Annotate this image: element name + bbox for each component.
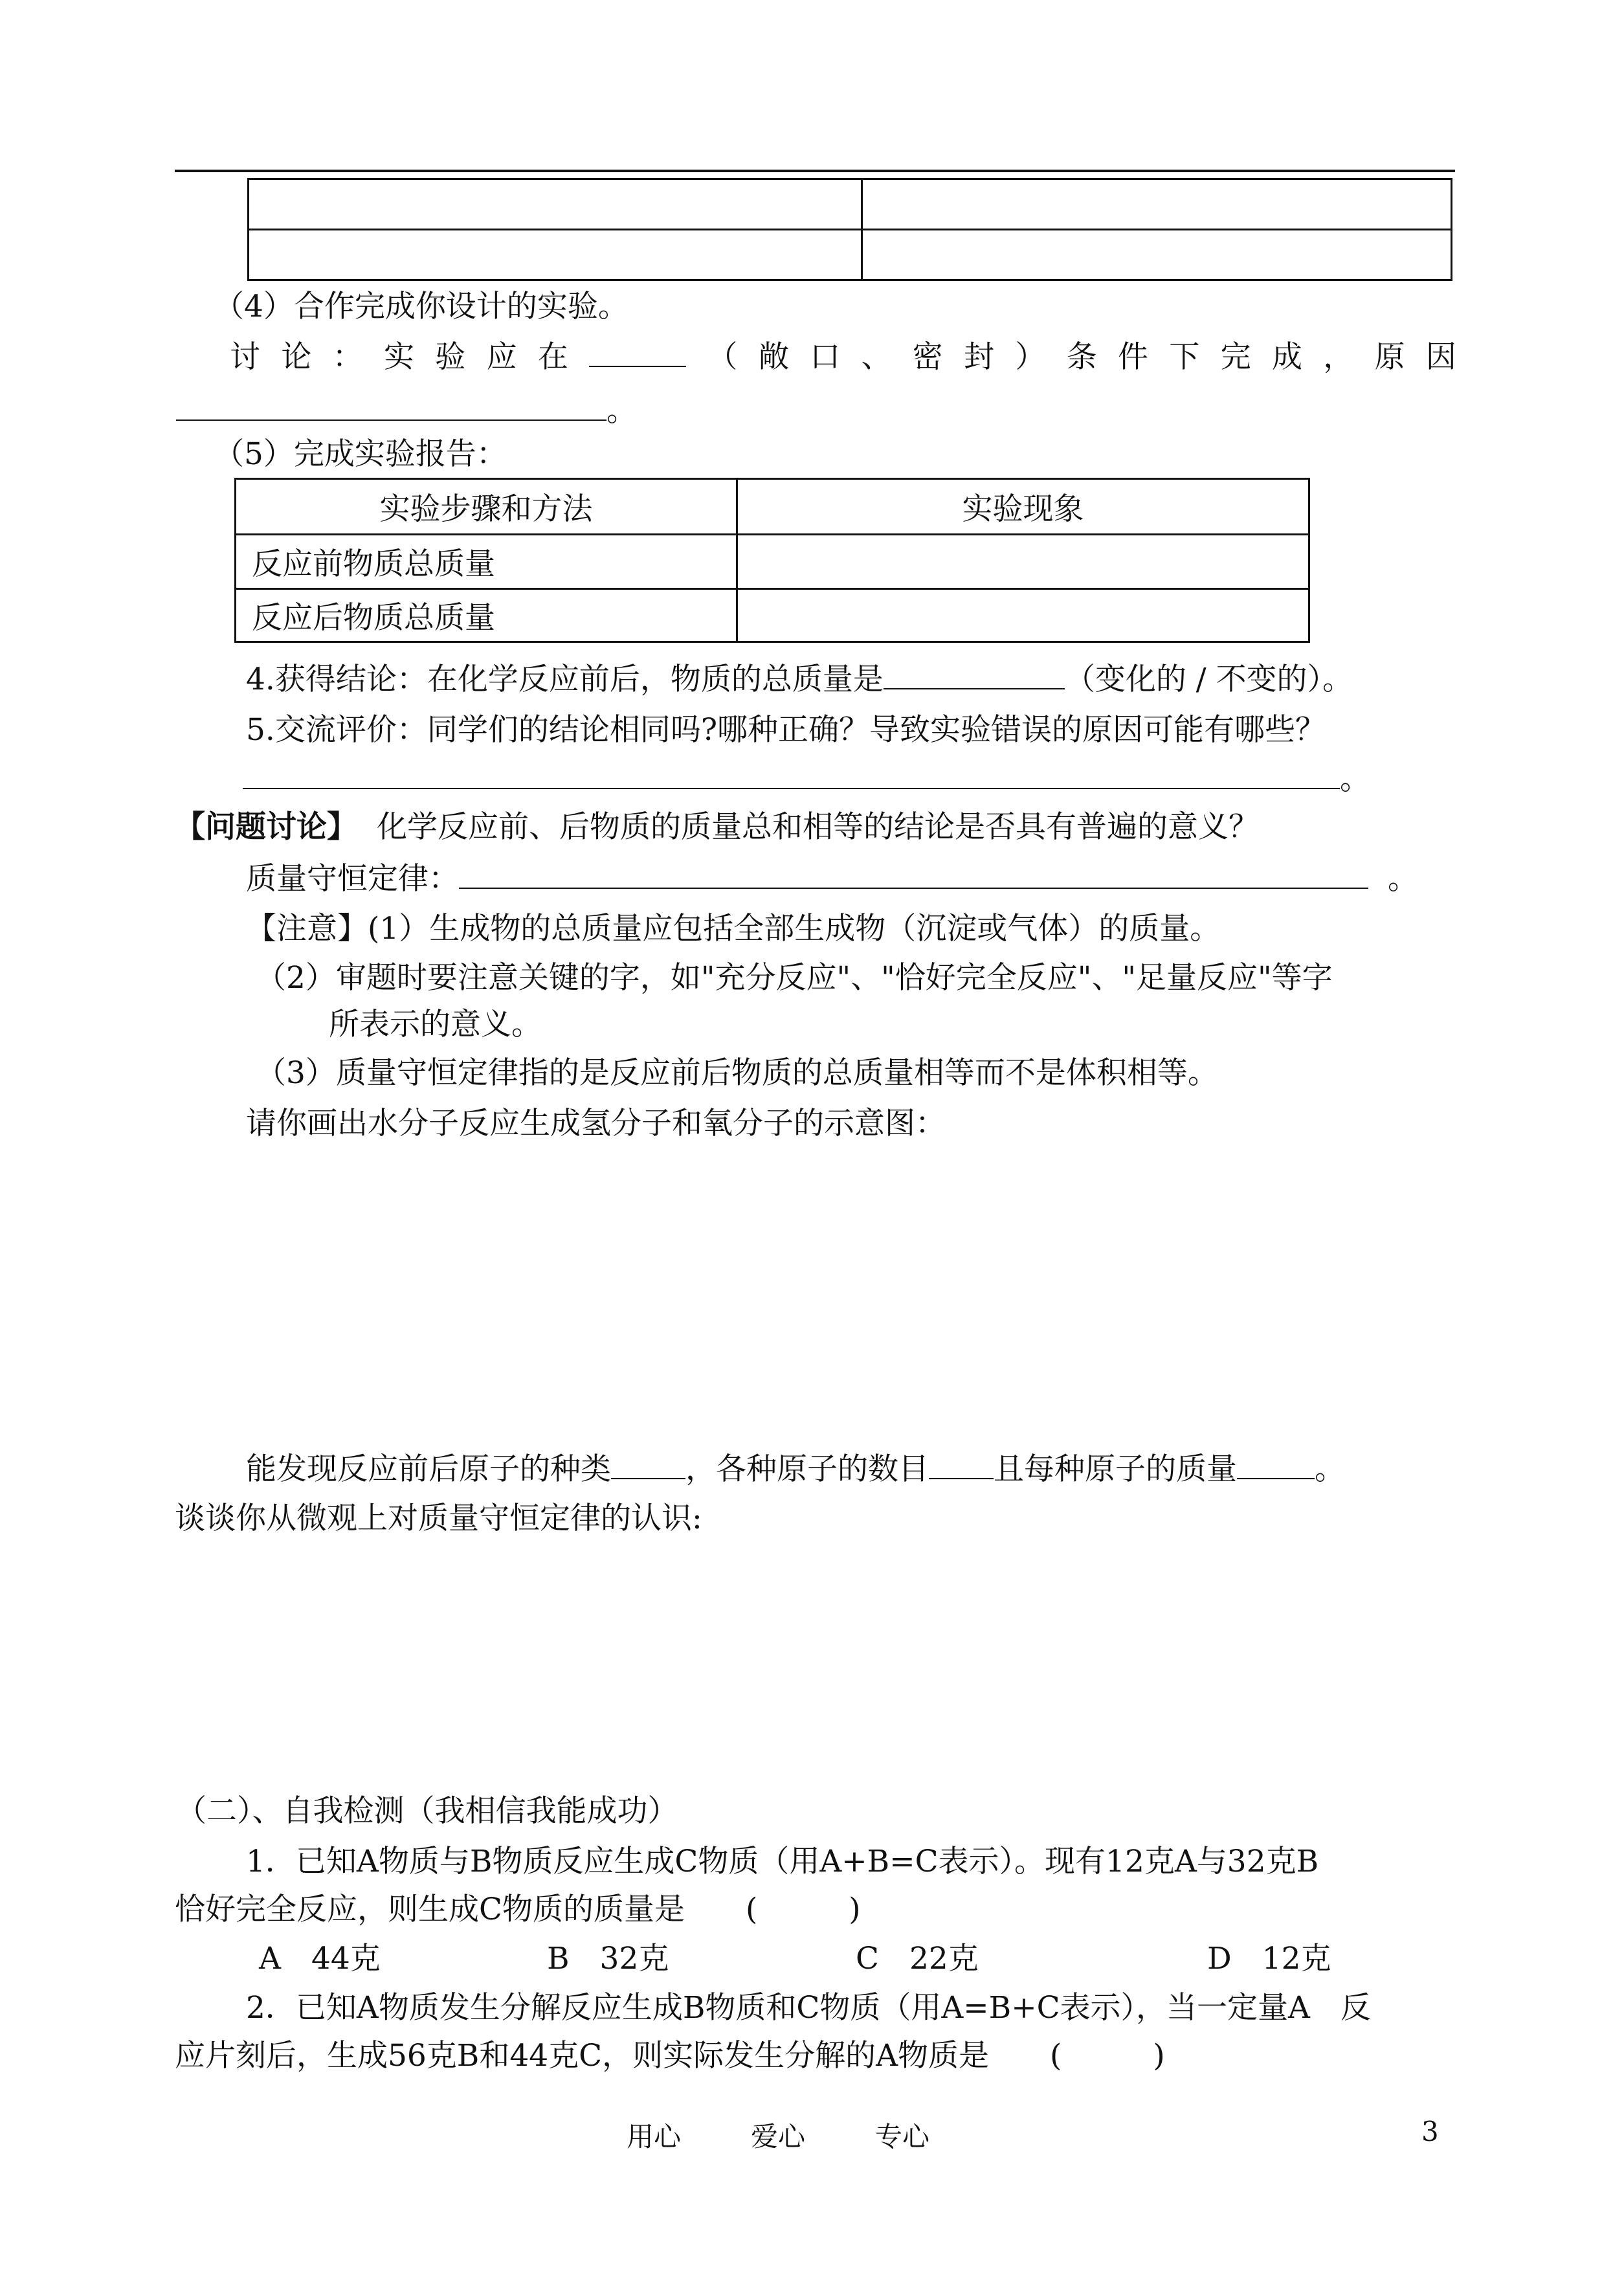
report-header: 实验步骤和方法 — [236, 479, 737, 535]
evaluation-question: 5.交流评价：同学们的结论相同吗?哪种正确？导致实验错误的原因可能有哪些？ — [246, 712, 1326, 748]
draw-prompt: 请你画出水分子反应生成氢分子和氧分子的示意图： — [246, 1106, 946, 1141]
table-cell — [862, 230, 1452, 280]
note-1: 【注意】(1）生成物的总质量应包括全部生成物（沉淀或气体）的质量。 — [246, 911, 1221, 946]
footer-motto-3: 专心 — [875, 2121, 930, 2153]
table-cell — [249, 179, 862, 230]
law-line: 质量守恒定律： 。 — [246, 861, 1418, 897]
reason-blank[interactable] — [176, 394, 606, 421]
discussion-label: 【问题讨论】 — [175, 809, 357, 845]
conclusion-line: 4.获得结论：在化学反应前后，物质的总质量是 （变化的 / 不变的）。 — [246, 662, 1353, 697]
footer-motto-2: 爱心 — [751, 2121, 806, 2153]
self-test-title: （二）、自我检测（我相信我能成功） — [176, 1793, 678, 1829]
continuation-table — [247, 178, 1452, 281]
page-number: 3 — [1421, 2116, 1439, 2147]
q1-option-d[interactable]: D 12克 — [1207, 1941, 1331, 1976]
note-2: （2）审题时要注意关键的字，如"充分反应"、"恰好完全反应"、"足量反应"等字 — [256, 960, 1333, 996]
q1-line2: 恰好完全反应，则生成C物质的质量是 ( ) — [175, 1892, 861, 1927]
q1-line1: 1．已知A物质与B物质反应生成C物质（用A+B=C表示）。现有12克A与32克B — [246, 1844, 1319, 1879]
footer-motto-1: 用心 — [627, 2121, 682, 2153]
atom-mass-blank[interactable] — [1237, 1452, 1315, 1479]
q1-option-a[interactable]: A 44克 — [259, 1941, 381, 1976]
report-cell[interactable] — [737, 589, 1309, 642]
header-rule — [175, 170, 1455, 172]
step5-title: （5）完成实验报告： — [214, 436, 507, 472]
reason-line: 。 — [176, 392, 637, 431]
report-cell[interactable] — [737, 535, 1309, 589]
law-blank[interactable] — [459, 862, 1368, 889]
atoms-line: 能发现反应前后原子的种类 ，各种原子的数目 且每种原子的质量 。 — [246, 1451, 1345, 1487]
discussion-line: 讨 论 ： 实 验 应 在 （ 敞 口 、 密 封 ） 条 件 下 完 成 ， 原 因 — [230, 339, 1456, 375]
evaluation-answer-line: 。 — [243, 760, 1370, 799]
table-cell — [862, 179, 1452, 230]
q1-option-c[interactable]: C 22克 — [856, 1941, 979, 1976]
report-table — [234, 478, 1310, 643]
condition-blank[interactable] — [589, 340, 686, 367]
q1-option-b[interactable]: B 32克 — [547, 1941, 669, 1976]
micro-prompt: 谈谈你从微观上对质量守恒定律的认识: — [175, 1501, 702, 1536]
q2-line1: 2．已知A物质发生分解反应生成B物质和C物质（用A=B+C表示），当一定量A 反 — [246, 1990, 1371, 2026]
atom-count-blank[interactable] — [929, 1452, 994, 1479]
note-3: （3）质量守恒定律指的是反应前后物质的总质量相等而不是体积相等。 — [256, 1055, 1218, 1091]
note-2-cont: 所表示的意义。 — [329, 1007, 542, 1042]
table-cell — [249, 230, 862, 280]
atom-kind-blank[interactable] — [611, 1452, 685, 1479]
conclusion-blank[interactable] — [884, 662, 1065, 689]
report-cell: 反应后物质总质量 — [236, 589, 737, 642]
evaluation-blank[interactable] — [243, 762, 1340, 789]
q2-line2: 应片刻后，生成56克B和44克C，则实际发生分解的A物质是 ( ) — [175, 2038, 1165, 2074]
report-cell: 反应前物质总质量 — [236, 535, 737, 589]
step4-title: （4）合作完成你设计的实验。 — [214, 289, 628, 324]
problem-discussion: 【问题讨论】 化学反应前、后物质的质量总和相等的结论是否具有普遍的意义？ — [175, 809, 1259, 845]
report-header: 实验现象 — [737, 479, 1309, 535]
